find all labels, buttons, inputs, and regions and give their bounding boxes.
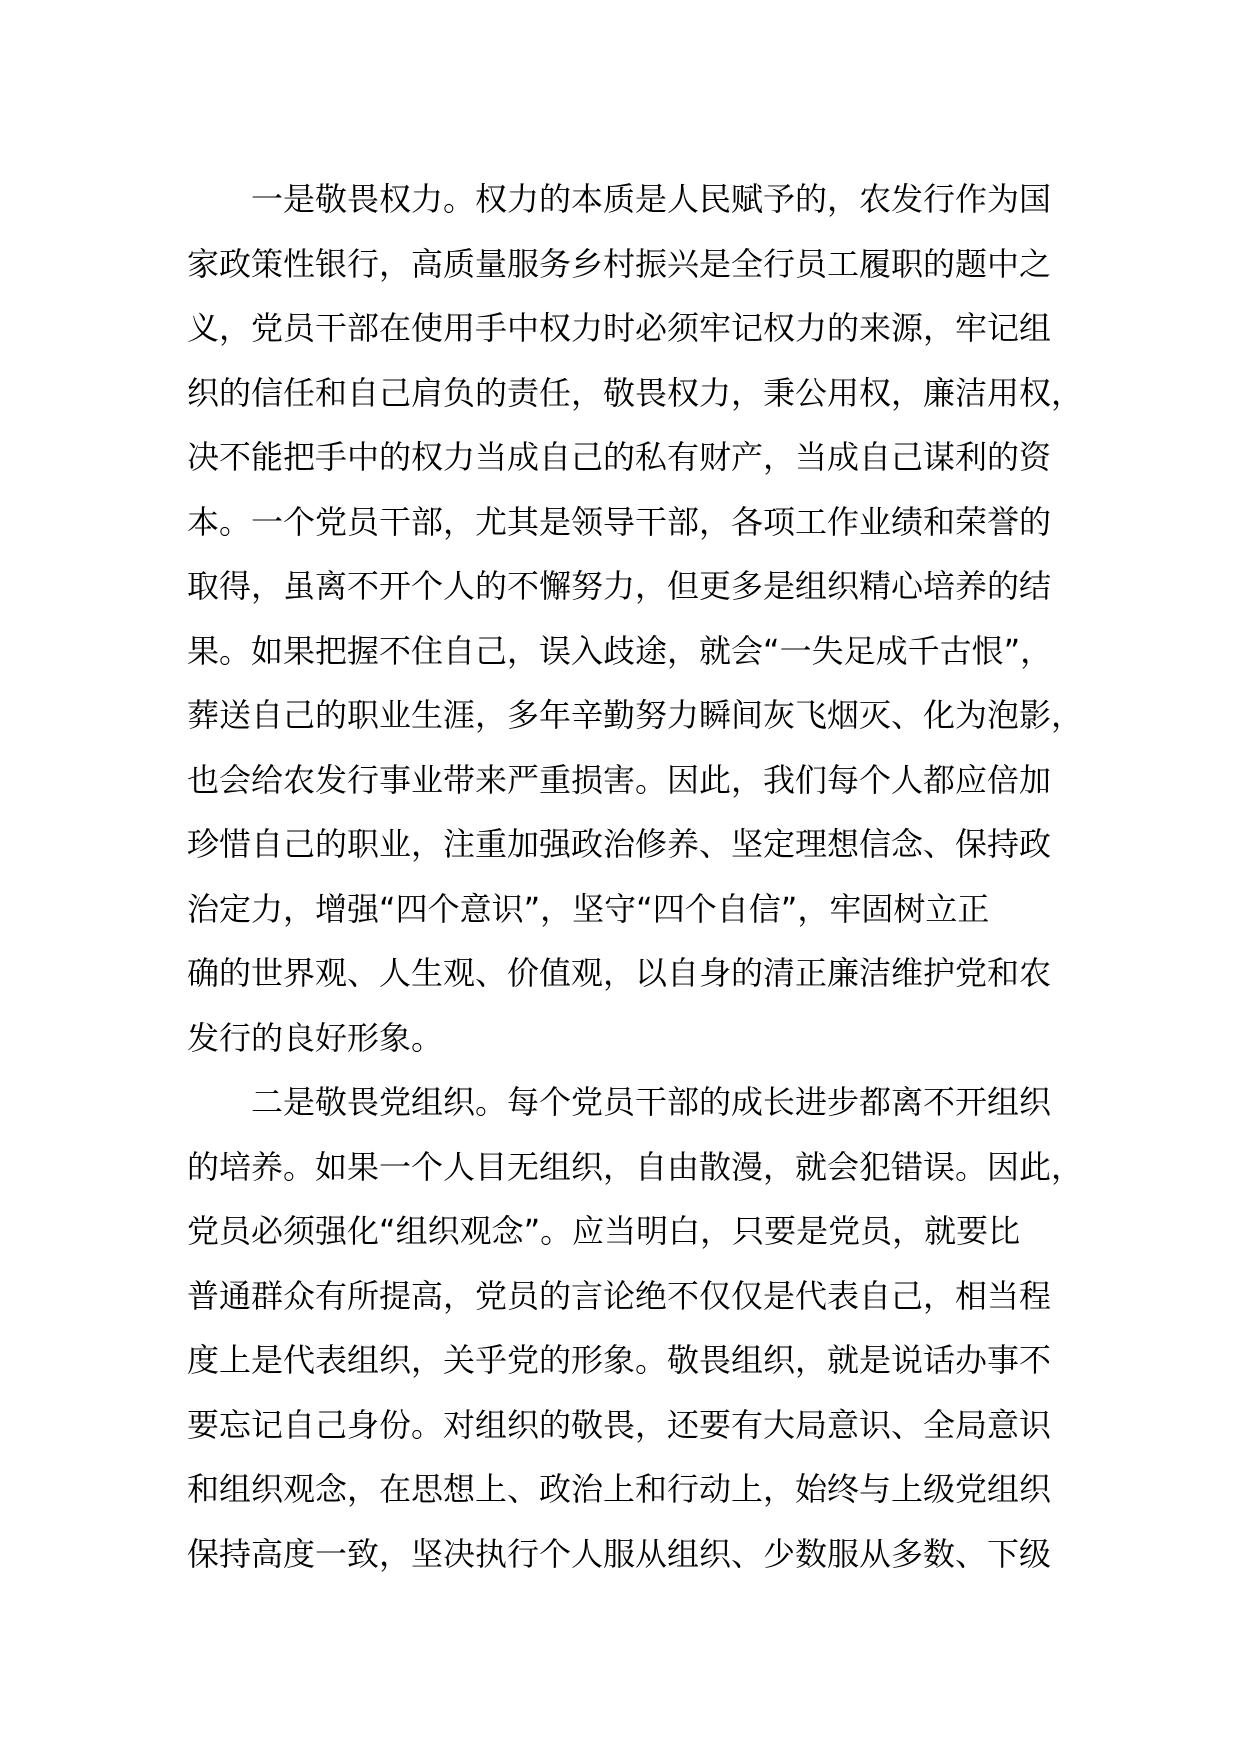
text-line: 普通群众有所提高，党员的言论绝不仅仅是代表自己，相当程 bbox=[187, 1276, 1052, 1315]
text-line: 保持高度一致，坚决执行个人服从组织、少数服从多数、下级 bbox=[187, 1534, 1052, 1573]
text-line: 二是敬畏党组织。每个党员干部的成长进步都离不开组织 bbox=[251, 1083, 1052, 1121]
text-line: 一是敬畏权力。权力的本质是人民赋予的，农发行作为国 bbox=[251, 180, 1052, 218]
text-line: 确的世界观、人生观、价值观，以自身的清正廉洁维护党和农 bbox=[187, 954, 1052, 992]
text-line: 党员必须强化“组织观念”。应当明白，只要是党员，就要比 bbox=[187, 1212, 1021, 1250]
text-line: 本。一个党员干部，尤其是领导干部，各项工作业绩和荣誉的 bbox=[187, 502, 1052, 541]
text-line: 珍惜自己的职业，注重加强政治修养、坚定理想信念、保持政 bbox=[187, 825, 1052, 863]
text-line: 义，党员干部在使用手中权力时必须牢记权力的来源，牢记组 bbox=[187, 309, 1052, 347]
text-line: 要忘记自己身份。对组织的敬畏，还要有大局意识、全局意识 bbox=[187, 1405, 1052, 1444]
text-line: 的培养。如果一个人目无组织，自由散漫，就会犯错误。因此， bbox=[187, 1147, 1084, 1186]
text-line: 发行的良好形象。 bbox=[187, 1018, 444, 1057]
text-line: 也会给农发行事业带来严重损害。因此，我们每个人都应倍加 bbox=[187, 760, 1052, 799]
text-line: 取得，虽离不开个人的不懈努力，但更多是组织精心培养的结 bbox=[187, 567, 1052, 605]
text-line: 决不能把手中的权力当成自己的私有财产，当成自己谋利的资 bbox=[187, 438, 1052, 476]
text-line: 度上是代表组织，关乎党的形象。敬畏组织，就是说话办事不 bbox=[187, 1341, 1052, 1379]
text-line: 织的信任和自己肩负的责任，敬畏权力，秉公用权，廉洁用权， bbox=[187, 373, 1084, 412]
paragraph-respect-power bbox=[187, 167, 1084, 1070]
paragraph-respect-party-organization bbox=[187, 1070, 1084, 1586]
text-line: 和组织观念，在思想上、政治上和行动上，始终与上级党组织 bbox=[187, 1470, 1052, 1508]
text-line: 治定力，增强“四个意识”，坚守“四个自信”，牢固树立正 bbox=[187, 889, 990, 928]
text-line: 家政策性银行，高质量服务乡村振兴是全行员工履职的题中之 bbox=[187, 244, 1052, 283]
text-line: 果。如果把握不住自己，误入歧途，就会“一失足成千古恨”， bbox=[187, 631, 1053, 670]
body-text bbox=[187, 167, 1084, 1586]
text-line: 葬送自己的职业生涯，多年辛勤努力瞬间灰飞烟灭、化为泡影， bbox=[187, 696, 1084, 734]
